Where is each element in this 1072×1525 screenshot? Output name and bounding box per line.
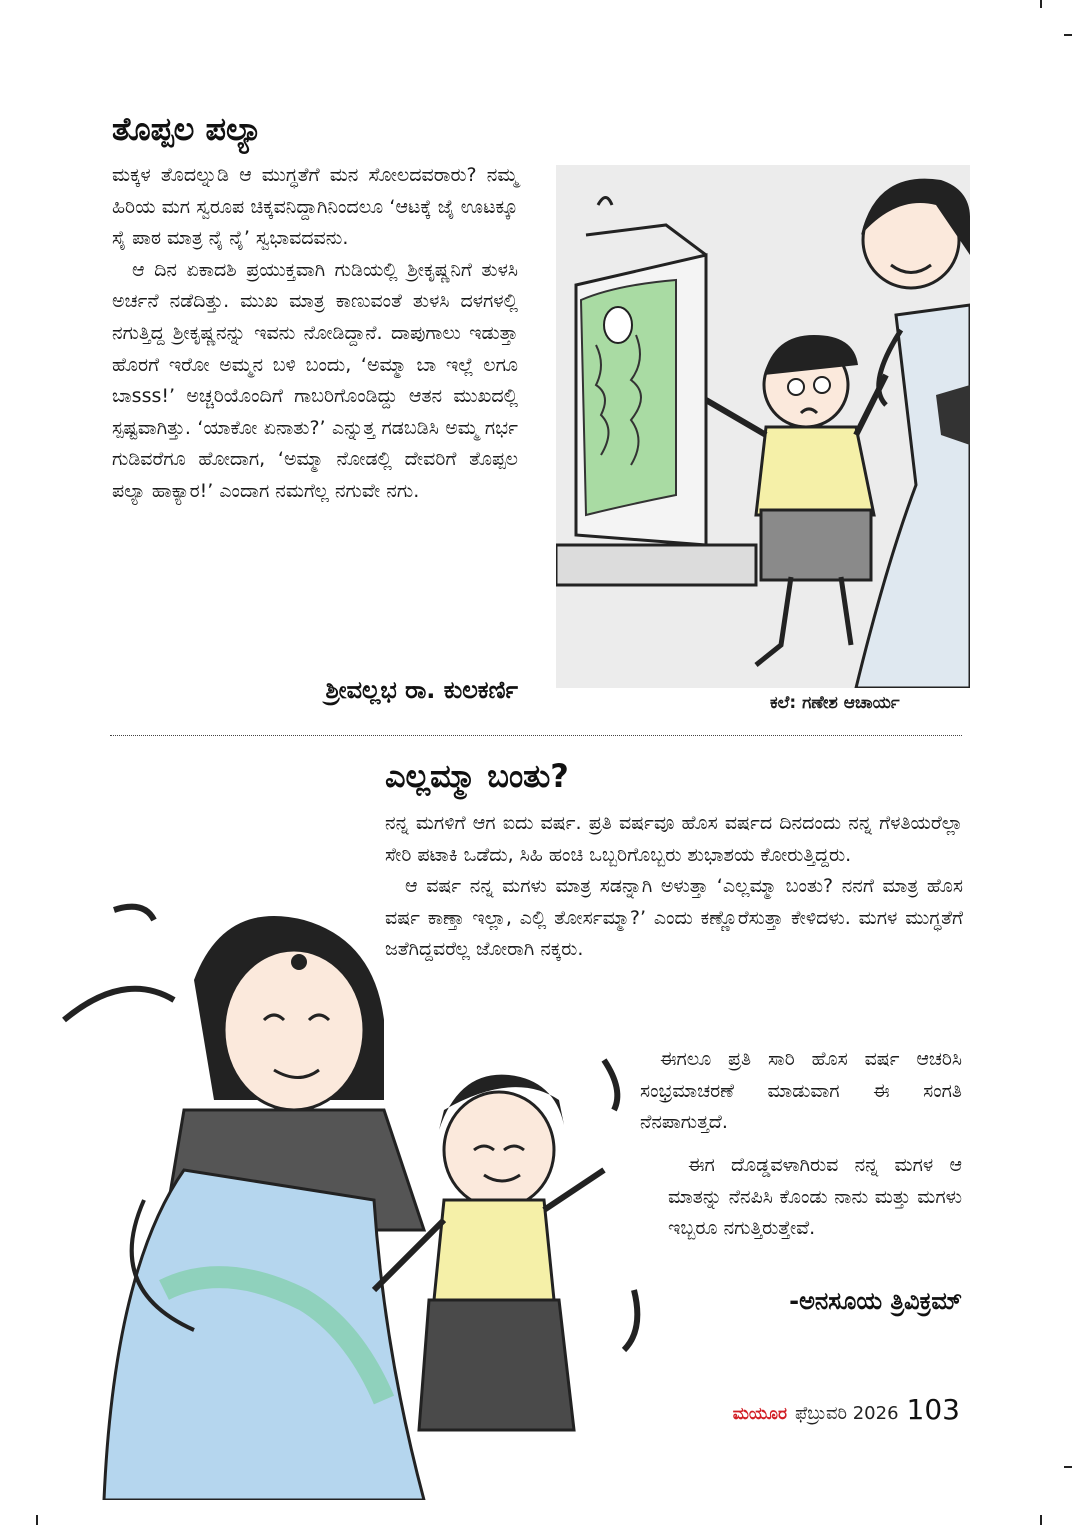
- story1-title: ತೊಪ್ಪಲ ಪಲ್ಯಾ: [112, 110, 263, 148]
- crop-mark: [36, 1515, 38, 1525]
- issue-date: ಫೆಬ್ರುವರಿ 2026: [794, 1403, 899, 1424]
- story2-paragraph: ನನ್ನ ಮಗಳಿಗೆ ಆಗ ಐದು ವರ್ಷ. ಪ್ರತಿ ವರ್ಷವೂ ಹೊಸ ವರ್ಷದ ದಿನದಂದು ನನ್ನ ಗೆಳತಿಯರೆಲ್ಲಾ ಸೇರಿ ಪಟಾಕಿ ಒಡೆದು, ಸಿಹಿ ಹಂಚಿ ಒಬ್ಬರಿಗೊಬ್ಬರು ಶುಭಾಶಯ ಕೋರುತ್ತಿದ್ದರು.: [385, 812, 963, 866]
- crop-mark: [1064, 34, 1072, 36]
- story2-author: -ಅನಸೂಯ ತ್ರಿವಿಕ್ರಮ್: [789, 1287, 962, 1315]
- magazine-name: ಮಯೂರ: [732, 1404, 787, 1424]
- story2-paragraph: ಈಗ ದೊಡ್ಡವಳಾಗಿರುವ ನನ್ನ ಮಗಳ ಆ ಮಾತನ್ನು ನೆನಪಿಸಿ ಕೊಂಡು ನಾನು ಮತ್ತು ಮಗಳು ಇಬ್ಬರೂ ನಗುತ್ತಿರುತ್ತೇವೆ.: [668, 1154, 962, 1240]
- crop-mark: [1064, 1466, 1072, 1468]
- temple-boy-mother-illustration: [556, 165, 970, 688]
- story1-author: ಶ್ರೀವಲ್ಲಭ ರಾ. ಕುಲಕರ್ಣಿ: [325, 676, 518, 704]
- mother-daughter-illustration: [44, 870, 704, 1500]
- crop-mark: [1040, 1515, 1042, 1525]
- art-credit: ಕಲೆ: ಗಣೇಶ ಆಚಾರ್ಯ: [770, 693, 900, 713]
- crop-mark: [1040, 0, 1042, 8]
- story2-title: ಎಲ್ಲಮ್ಮಾ ಬಂತು?: [385, 757, 569, 795]
- section-divider: [110, 735, 962, 736]
- story2-paragraph: ಈಗಲೂ ಪ್ರತಿ ಸಾರಿ ಹೊಸ ವರ್ಷ ಆಚರಿಸಿ ಸಂಭ್ರಮಾಚರಣೆ ಮಾಡುವಾಗ ಈ ಸಂಗತಿ ನೆನಪಾಗುತ್ತದೆ.: [640, 1048, 962, 1134]
- story2-body-continued: [668, 1150, 962, 1245]
- story1-body: [112, 160, 518, 508]
- story1-paragraph: ಮಕ್ಕಳ ತೊದಲ್ನುಡಿ ಆ ಮುಗ್ಧತೆಗೆ ಮನ ಸೋಲದವರಾರು? ನಮ್ಮ ಹಿರಿಯ ಮಗ ಸ್ವರೂಪ ಚಿಕ್ಕವನಿದ್ದಾಗಿನಿಂದಲೂ ‘ಆಟಕ್ಕೆ ಜೈ ಊಟಕ್ಕೂ ಸೈ ಪಾಠ ಮಾತ್ರ ನೈ ನೈ’ ಸ್ವಭಾವದವನು.: [112, 164, 518, 250]
- story2-paragraph: ಆ ವರ್ಷ ನನ್ನ ಮಗಳು ಮಾತ್ರ ಸಡನ್ನಾಗಿ ಅಳುತ್ತಾ ‘ಎಲ್ಲಮ್ಮಾ ಬಂತು? ನನಗೆ ಮಾತ್ರ ಹೊಸ ವರ್ಷ ಕಾಣ್ತಾ ಇಲ್ಲಾ, ಎಲ್ಲಿ ತೋರ್ಸಮ್ಮಾ?’ ಎಂದು ಕಣ್ಣೊರೆಸುತ್ತಾ ಕೇಳಿದಳು. ಮಗಳ ಮುಗ್ಧತೆಗೆ ಜತೆಗಿದ್ದವರೆಲ್ಲ ಜೋರಾಗಿ ನಕ್ಕರು.: [385, 875, 963, 961]
- page-footer: [733, 1393, 960, 1426]
- page-number: 103: [906, 1393, 960, 1426]
- story1-paragraph: ಆ ದಿನ ಏಕಾದಶಿ ಪ್ರಯುಕ್ತವಾಗಿ ಗುಡಿಯಲ್ಲಿ ಶ್ರೀಕೃಷ್ಣನಿಗೆ ತುಳಸಿ ಅರ್ಚನೆ ನಡೆದಿತ್ತು. ಮುಖ ಮಾತ್ರ ಕಾಣುವಂತೆ ತುಳಸಿ ದಳಗಳಲ್ಲಿ ನಗುತ್ತಿದ್ದ ಶ್ರೀಕೃಷ್ಣನನ್ನು ಇವನು ನೋಡಿದ್ದಾನೆ. ದಾಪುಗಾಲು ಇಡುತ್ತಾ ಹೊರಗೆ ಇರೋ ಅಮ್ಮನ ಬಳಿ ಬಂದು, ‘ಅಮ್ಮಾ ಬಾ ಇಲ್ಲೆ ಲಗೂ ಬಾsss!’ ಅಚ್ಚರಿಯೊಂದಿಗೆ ಗಾಬರಿಗೊಂಡಿದ್ದು ಆತನ ಮುಖದಲ್ಲಿ ಸ್ಪಷ್ಟವಾಗಿತ್ತು. ‘ಯಾಕೋ ಏನಾತು?’ ಎನ್ನುತ್ತ ಗಡಬಡಿಸಿ ಅಮ್ಮ ಗರ್ಭ ಗುಡಿವರೆಗೂ ಹೋದಾಗ, ‘ಅಮ್ಮಾ ನೋಡಲ್ಲಿ ದೇವರಿಗೆ ತೊಪ್ಪಲ ಪಲ್ಯಾ ಹಾಕ್ಯಾರ!’ ಎಂದಾಗ ನಮಗೆಲ್ಲ ನಗುವೇ ನಗು.: [112, 258, 518, 502]
